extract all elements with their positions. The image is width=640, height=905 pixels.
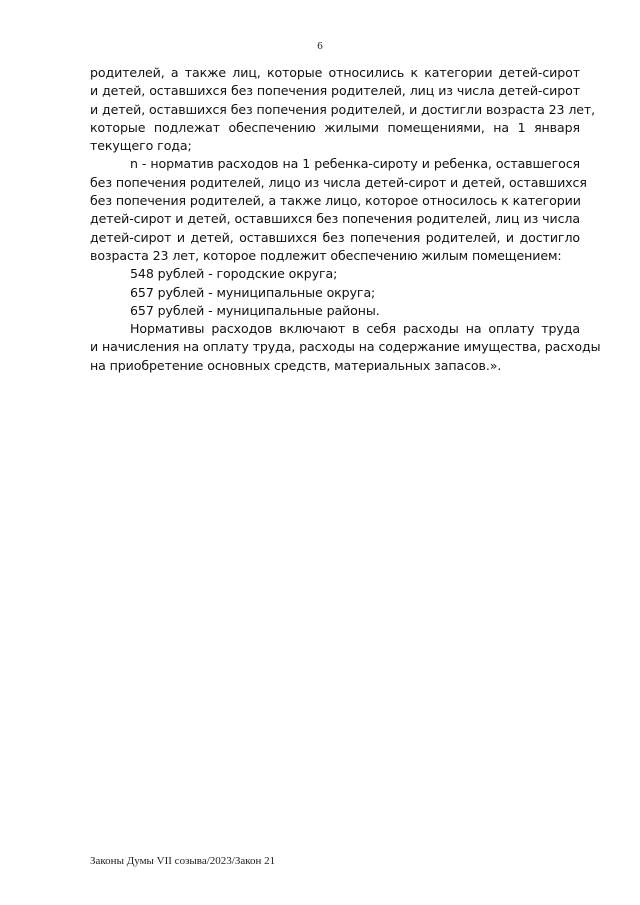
paragraph xyxy=(90,155,587,265)
text-line: детей-сирот и детей, оставшихся без попечения родителей, и достигло xyxy=(90,229,580,245)
text-line: и детей, оставшихся без попечения родителей, лиц из числа детей-сирот xyxy=(90,83,580,99)
text-line: возраста 23 лет, которое подлежит обеспечению жилым помещением: xyxy=(90,247,562,263)
paragraph xyxy=(90,64,596,155)
text-line: 657 рублей - муниципальные округа; xyxy=(130,284,376,300)
text-line: и детей, оставшихся без попечения родителей, и достигли возраста 23 лет, xyxy=(90,101,596,117)
text-line: без попечения родителей, лицо из числа детей-сирот и детей, оставшихся xyxy=(90,174,587,190)
list-item xyxy=(90,284,580,302)
text-line: текущего года; xyxy=(90,138,192,154)
footer-reference: Законы Думы VII созыва/2023/Закон 21 xyxy=(90,855,276,867)
text-line: 657 рублей - муниципальные районы. xyxy=(130,302,380,318)
text-line: родителей, а также лиц, которые относились к категории детей-сирот xyxy=(90,65,580,80)
text-line: без попечения родителей, а также лицо, которое относилось к категории xyxy=(90,193,581,209)
list-item xyxy=(90,302,580,320)
text-line: и начисления на оплату труда, расходы на содержание имущества, расходы xyxy=(90,339,601,355)
document-body xyxy=(90,64,601,375)
list-item xyxy=(90,265,580,283)
text-line: n - норматив расходов на 1 ребенка-сироту и ребенка, оставшегося xyxy=(130,156,580,172)
text-line: 548 рублей - городские округа; xyxy=(130,266,338,282)
text-line: детей-сирот и детей, оставшихся без попечения родителей, лиц из числа xyxy=(90,211,580,227)
text-line: Нормативы расходов включают в себя расходы на оплату труда xyxy=(130,321,580,337)
paragraph xyxy=(90,320,601,375)
page-number: 6 xyxy=(317,40,323,52)
text-line: которые подлежат обеспечению жилыми помещениями, на 1 января xyxy=(90,119,580,135)
text-line: на приобретение основных средств, материальных запасов.». xyxy=(90,357,502,373)
